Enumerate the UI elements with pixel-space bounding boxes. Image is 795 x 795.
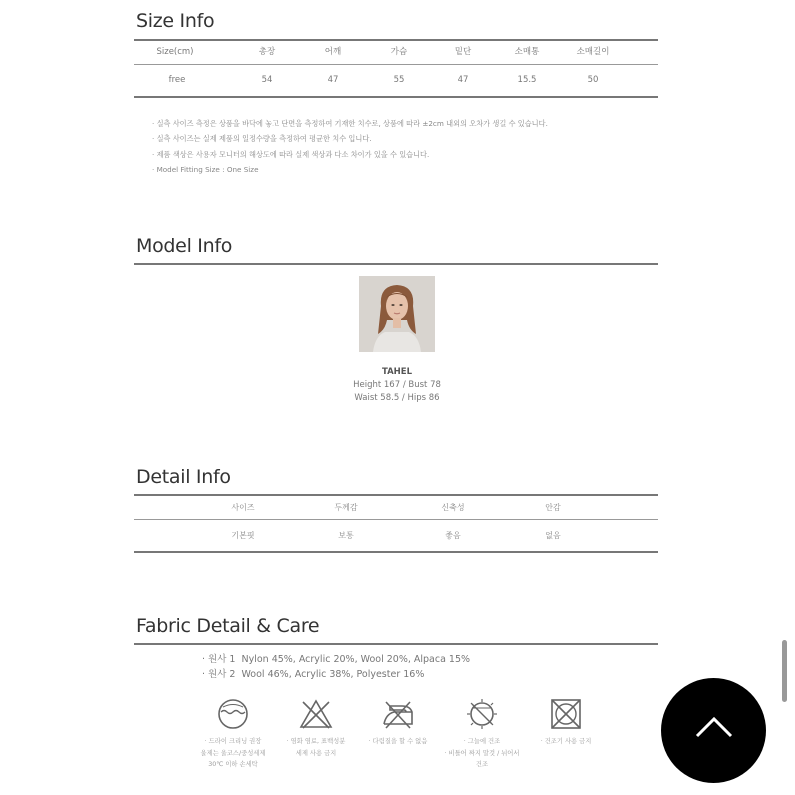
detail-value-cell: 기본핏 (231, 531, 255, 540)
size-notes (152, 116, 548, 177)
care-text-line: · 드라이 크리닝 권장 (204, 738, 262, 745)
size-table-header (134, 40, 658, 64)
detail-value-cell: 좋음 (445, 531, 461, 540)
size-header-cell: 어깨 (324, 47, 342, 57)
size-note: · 실측 사이즈는 실제 제품의 일정수량을 측정하여 평균한 치수 입니다. (152, 134, 372, 144)
size-value-cell: 54 (261, 75, 273, 85)
detail-value-cell: 없음 (545, 531, 561, 540)
fabric-line (202, 652, 470, 667)
size-header-cell: 밑단 (454, 47, 472, 57)
care-text-line: · 염화 염료, 표백성분 (286, 738, 346, 745)
detail-header-cell: 안감 (545, 503, 561, 512)
care-text (358, 736, 438, 748)
fabric-line (202, 667, 470, 682)
size-header-cell: 가슴 (390, 47, 408, 57)
model-info-title: Model Info (136, 235, 233, 257)
care-item-no-iron (358, 698, 438, 748)
size-header-cell: 소매통 (514, 47, 540, 57)
care-item-no-dryer (526, 698, 606, 748)
model-measure-line: Waist 58.5 / Hips 86 (354, 393, 440, 403)
detail-table-top-rule (134, 494, 658, 496)
detail-header-cell: 신축성 (441, 503, 465, 512)
detail-table-mid-rule (134, 519, 658, 520)
size-info-title: Size Info (136, 10, 215, 32)
model-portrait-image (359, 276, 435, 352)
fabric-line-label: · 원사 2 (202, 669, 236, 680)
care-item-shade-dry (442, 698, 522, 771)
care-text-line: · 다림질을 할 수 없음 (368, 738, 428, 745)
size-table-row (134, 68, 658, 92)
size-note: · 제품 색상은 사용자 모니터의 해상도에 따라 실제 색상과 다소 차이가 있을 수 있습니다. (152, 149, 430, 159)
fabric-line-value: Wool 46%, Acrylic 38%, Polyester 16% (241, 669, 425, 680)
detail-table-bottom-rule (134, 551, 658, 553)
size-value-cell: 15.5 (517, 75, 537, 85)
no-dryer-icon (548, 698, 584, 730)
size-value-cell: free (168, 75, 186, 85)
size-table-mid-rule (134, 64, 658, 65)
size-table-bottom-rule (134, 96, 658, 98)
scrollbar-thumb[interactable] (782, 640, 787, 702)
size-value-cell: 55 (393, 75, 405, 85)
care-text (193, 736, 273, 771)
chevron-up-icon (693, 714, 735, 740)
no-iron-icon (380, 698, 416, 730)
scroll-to-top-button[interactable] (661, 678, 766, 783)
model-photo (359, 276, 435, 352)
care-text-line: · 비틀어 짜지 말것 / 뉘어서 건조 (444, 749, 520, 768)
care-text-line: 30℃ 이하 손세탁 (208, 761, 258, 768)
detail-header-cell: 두께감 (334, 503, 358, 512)
no-bleach-icon (298, 698, 334, 730)
size-value-cell: 50 (587, 75, 599, 85)
care-text-line: 세제 사용 금지 (295, 749, 337, 757)
fabric-line-label: · 원사 1 (202, 654, 236, 665)
care-item-no-bleach (276, 698, 356, 759)
fabric-composition (202, 652, 470, 682)
hand-wash-icon (215, 698, 251, 730)
fabric-title: Fabric Detail & Care (136, 615, 320, 637)
fabric-rule (134, 643, 658, 645)
size-note: · Model Fitting Size : One Size (152, 164, 259, 174)
care-text (526, 736, 606, 748)
model-name: TAHEL (381, 367, 413, 377)
fabric-line-value: Nylon 45%, Acrylic 20%, Wool 20%, Alpaca 15% (241, 654, 471, 665)
care-text-line: · 그늘에 건조 (463, 738, 501, 745)
size-note: · 실측 사이즈 측정은 상품을 바닥에 놓고 단면을 측정하여 기재한 치수로, 상품에 따라 ±2cm 내외의 오차가 생길 수 있습니다. (152, 119, 548, 128)
care-text (276, 736, 356, 759)
model-info-rule (134, 263, 658, 265)
size-header-cell: 소매길이 (576, 47, 610, 57)
detail-info-title: Detail Info (136, 466, 231, 488)
care-text-line: · 건조기 사용 금지 (540, 738, 592, 745)
care-text (442, 736, 522, 771)
care-text-line: 울제는 울코스/중성세제 (200, 749, 266, 757)
size-value-cell: 47 (457, 75, 469, 85)
no-tumble-dry-icon (464, 698, 500, 730)
detail-value-cell: 보통 (338, 531, 354, 540)
size-value-cell: 47 (327, 75, 339, 85)
model-caption (334, 366, 460, 405)
model-measure-line: Height 167 / Bust 78 (353, 380, 441, 390)
size-header-cell: 총장 (258, 47, 276, 57)
care-item-hand-wash (193, 698, 273, 771)
detail-header-cell: 사이즈 (231, 503, 255, 512)
size-header-cell: Size(cm) (156, 47, 194, 57)
